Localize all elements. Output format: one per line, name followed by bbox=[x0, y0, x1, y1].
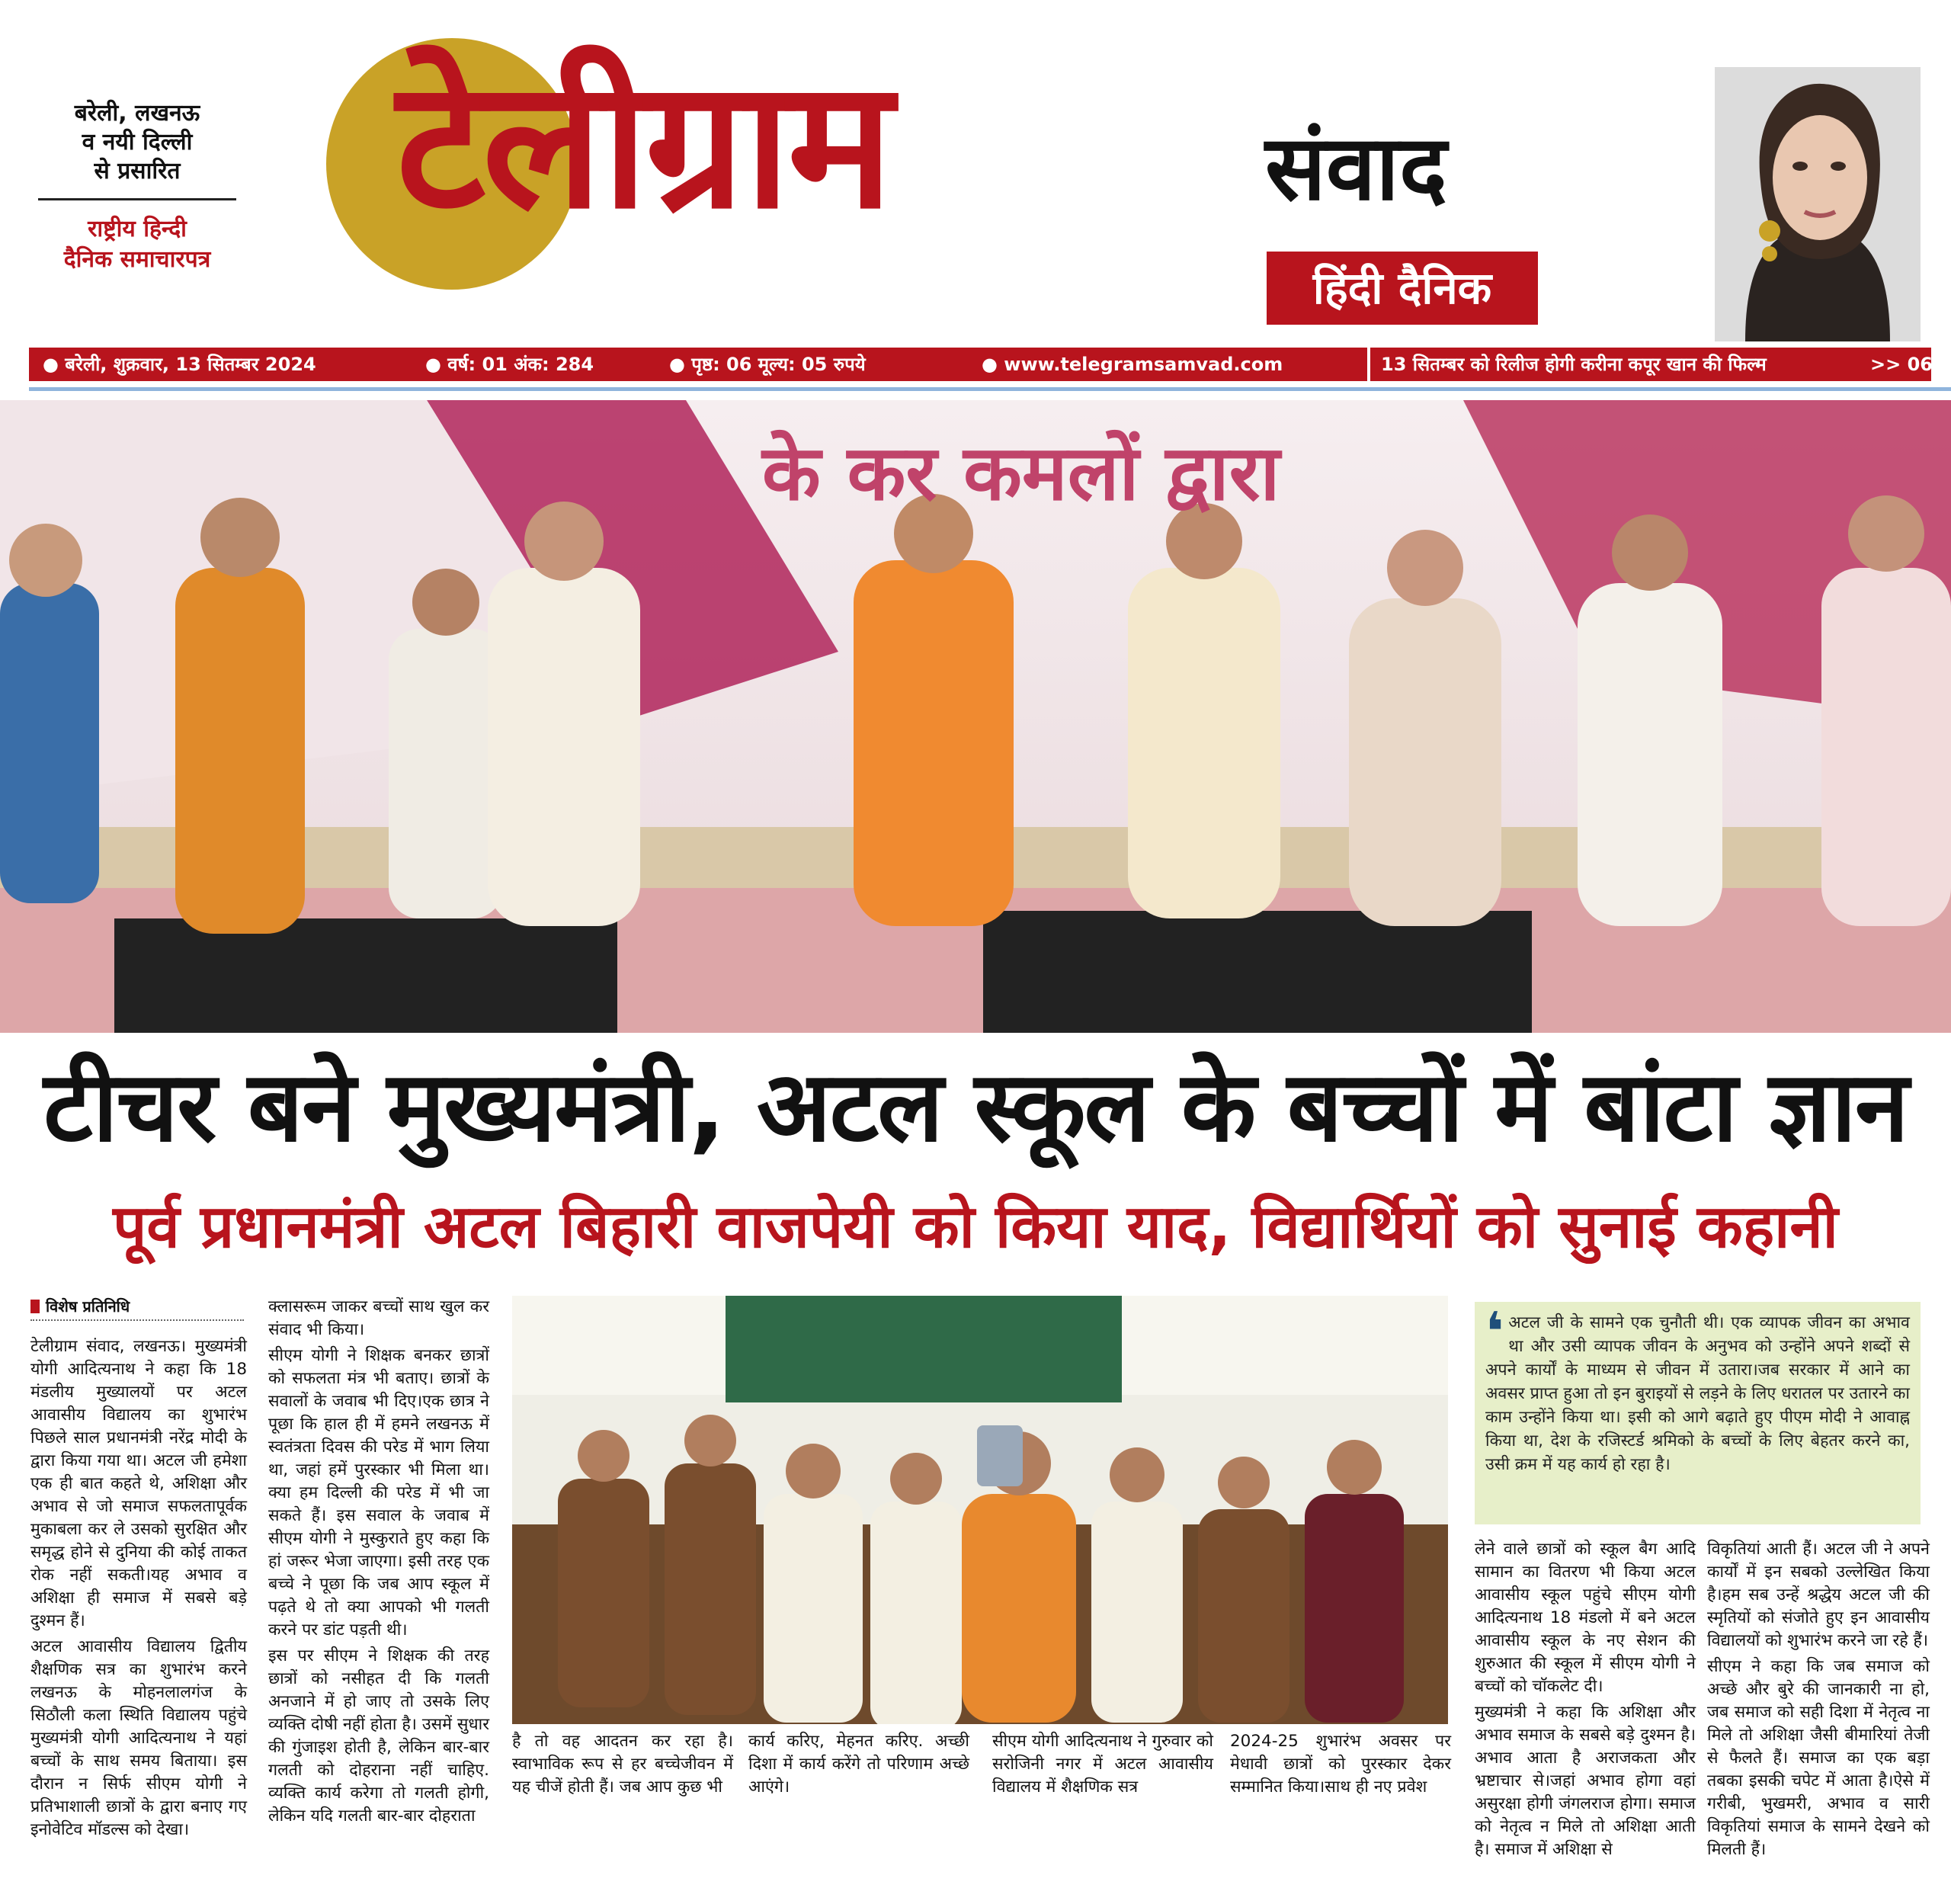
byline bbox=[30, 1296, 244, 1321]
article-column-4 bbox=[748, 1730, 969, 1802]
sub-headline: पूर्व प्रधानमंत्री अटल बिहारी वाजपेयी को किया याद, विद्यार्थियों को सुनाई कहानी bbox=[113, 1193, 1838, 1261]
promo-portrait bbox=[1715, 67, 1921, 341]
article-column-2 bbox=[268, 1296, 489, 1831]
article-column-1 bbox=[30, 1335, 247, 1845]
info-website[interactable]: ● www.telegramsamvad.com bbox=[982, 354, 1283, 375]
quote-mark-icon: ❛ bbox=[1485, 1300, 1504, 1363]
info-page-price: ● पृष्ठ: 06 मूल्य: 05 रुपये bbox=[669, 354, 866, 375]
paragraph: क्लासरूम जाकर बच्चों साथ खुल कर संवाद भी किया। bbox=[268, 1297, 489, 1339]
main-photo-scene bbox=[0, 400, 1951, 1033]
classroom-photo-scene bbox=[512, 1296, 1448, 1724]
paragraph: अटल आवासीय विद्यालय द्वितीय शैक्षणिक सत्र का शुभारंभ करने लखनऊ के मोहनलालगंज के सिठौली कला स्थिति विद्यालय पहुंचे मुख्यमंत्री योगी आदित्यनाथ ने यहां बच्चों के साथ समय बिताया। इस दौरान न सिर्फ सीएम योगी ने प्रतिभाशाली छात्रों के द्वारा बनाए गए इनोवेटिव मॉडल्स को देखा। bbox=[30, 1637, 247, 1839]
byline-text: विशेष प्रतिनिधि bbox=[46, 1297, 130, 1316]
publication-type: राष्ट्रीय हिन्दी दैनिक समाचारपत्र bbox=[63, 216, 211, 273]
main-headline: टीचर बने मुख्यमंत्री, अटल स्कूल के बच्चों में बांटा ज्ञान bbox=[43, 1050, 1908, 1164]
paragraph: लेने वाले छात्रों को स्कूल बैग आदि सामान का वितरण भी किया अटल आवासीय स्कूल पहुंचे सीएम योगी आदित्यनाथ 18 मंडलो में बने अटल आवासीय स्कूल के नए सेशन की शुरुआत की स्कूल में सीएम योगी ने बच्चों को चॉकलेट दी। bbox=[1475, 1540, 1696, 1696]
paragraph: सीएम योगी आदित्यनाथ ने गुरुवार को सरोजिनी नगर में अटल आवासीय विद्यालय में शैक्षणिक सत्र bbox=[992, 1732, 1213, 1797]
pull-quote-text: अटल जी के सामने एक चुनौती थी। एक व्यापक जीवन का अभाव था और उसी व्यापक जीवन के अनुभव को उन्होंने अपने शब्दों से अपने कार्यों के माध्यम से जीवन में उतारा।जब सरकार में आने का अवसर प्राप्त हुआ तो इन बुराइयों से लड़ने के लिए धरातल पर उतारने का काम उन्होंने किया था। इसी को आगे बढ़ाते हुए पीएम मोदी ने आवाह्न किया था, देश के रजिस्टर्ड श्रमिको के बच्चों के लिए बेहतर करने का, उसी क्रम में यह कार्य हो रहा है। bbox=[1485, 1313, 1910, 1474]
pull-quote bbox=[1475, 1302, 1921, 1524]
article-column-3 bbox=[512, 1730, 733, 1802]
paragraph: कार्य करिए, मेहनत करिए. अच्छी दिशा में कार्य करेंगे तो परिणाम अच्छे आएंगे। bbox=[748, 1732, 969, 1797]
article-column-5 bbox=[992, 1730, 1213, 1802]
paragraph: सीएम योगी ने शिक्षक बनकर छात्रों को सफलता मंत्र भी बताए। छात्रों के सवालों के जवाब भी दिए।एक छात्र ने पूछा कि हाल ही में हमने लखनऊ में स्वतंत्रता दिवस की परेड में भाग लिया था, जहां हमें पुरस्कार भी मिला था। क्या हम दिल्ली की परेड में भी जा सकते हैं। इस सवाल के जवाब में सीएम योगी ने मुस्कुराते हुए कहा कि हां जरूर भेजा जाएगा। इसी तरह एक बच्चे ने पूछा कि जब आप स्कूल में पढ़ते थे तो क्या आपको भी गलती करने पर डांट पड़ती थी। bbox=[268, 1346, 489, 1640]
article-column-7 bbox=[1475, 1538, 1696, 1864]
paragraph: है तो वह आदतन कर रहा है। स्वाभाविक रूप से हर बच्चेजीवन में यह चीजें होती हैं। जब आप कुछ भी bbox=[512, 1732, 733, 1797]
classroom-photo bbox=[512, 1296, 1448, 1724]
paragraph: इस पर सीएम ने शिक्षक की तरह छात्रों को नसीहत दी कि गलती अनजाने में हो जाए तो उसके लिए व्यक्ति दोषी नहीं होता है। उसमें सुधार की गुंजाइश होती है, लेकिन बार-बार गलती को दोहराना नहीं चाहिए. व्यक्ति कार्य करेगा तो गलती होगी, लेकिन यदि गलती बार-बार दोहराता bbox=[268, 1646, 489, 1825]
portrait-photo bbox=[1715, 67, 1921, 341]
article-column-6 bbox=[1230, 1730, 1451, 1802]
info-place-date: ● बरेली, शुक्रवार, 13 सितम्बर 2024 bbox=[43, 354, 316, 375]
paragraph: टेलीग्राम संवाद, लखनऊ। मुख्यमंत्री योगी आदित्यनाथ ने कहा कि 18 मंडलीय मुख्यालयों पर अटल आवासीय विद्यालय का शुभारंभ पिछले साल प्रधानमंत्री नरेंद्र मोदी के द्वारा किया गया था। अटल जी हमेशा एक ही बात कहते थे, अशिक्षा और अभाव से जो समाज सफलतापूर्वक मुकाबला कर ले उसको सुरक्षित और समृद्ध होने से दुनिया की कोई ताकत रोक नहीं सकती।यह अभाव व अशिक्षा ही समाज में सबसे बड़े दुश्मन हैं। bbox=[30, 1337, 247, 1630]
article-column-8 bbox=[1707, 1538, 1930, 1864]
info-bar bbox=[29, 348, 1367, 381]
paragraph: विकृतियां आती हैं। अटल जी ने अपने कार्यों में इन सबको उल्लेखित किया है।हम सब उन्हें श्रद्धेय अटल जी की स्मृतियों को संजोते हुए इन आवासीय विद्यालयों को शुभारंभ करने जा रहे हैं। bbox=[1707, 1540, 1930, 1650]
promo-bar[interactable] bbox=[1370, 348, 1931, 381]
byline-marker-icon bbox=[30, 1300, 40, 1313]
main-photo-banner-text: के कर कमलों द्वारा bbox=[762, 428, 1280, 518]
info-issue: ● वर्ष: 01 अंक: 284 bbox=[425, 354, 594, 375]
promo-text: 13 सितम्बर को रिलीज होगी करीना कपूर खान की फिल्म bbox=[1381, 354, 1767, 375]
publication-cities: बरेली, लखनऊ व नयी दिल्ली से प्रसारित bbox=[74, 100, 200, 184]
masthead-rule bbox=[29, 387, 1951, 391]
masthead-left-info bbox=[30, 99, 244, 275]
masthead-subtitle: संवाद bbox=[1265, 115, 1447, 220]
paragraph: सीएम ने कहा कि जब समाज को अच्छे और बुरे की जानकारी ना हो, जब समाज को सही दिशा में नेतृत्व ना मिले तो अशिक्षा जैसी बीमारियां तेजी से फैलते हैं। समाज का एक बड़ा तबका इसकी चपेट में आता है।ऐसे में गरीबी, भुखमरी, अभाव व सारी विकृतियां समाज के सामने देखने को मिलती हैं। bbox=[1707, 1657, 1930, 1859]
masthead-title: टेलीग्राम bbox=[396, 42, 890, 248]
masthead-badge: हिंदी दैनिक bbox=[1267, 252, 1538, 325]
main-photo bbox=[0, 400, 1951, 1033]
divider bbox=[38, 198, 236, 200]
paragraph: 2024-25 शुभारंभ अवसर पर मेधावी छात्रों को पुरस्कार देकर सम्मानित किया।साथ ही नए प्रवेश bbox=[1230, 1732, 1451, 1797]
paragraph: मुख्यमंत्री ने कहा कि अशिक्षा और अभाव समाज के सबसे बड़े दुश्मन है।अभाव आता है अराजकता और भ्रष्टाचार से।जहां अभाव होगा वहां असुरक्षा होगी जंगलराज होगा। समाज को नेतृत्व न मिले तो अशिक्षा आती है। समाज में अशिक्षा से bbox=[1475, 1703, 1696, 1859]
promo-page-ref: >> 06 bbox=[1870, 354, 1933, 375]
